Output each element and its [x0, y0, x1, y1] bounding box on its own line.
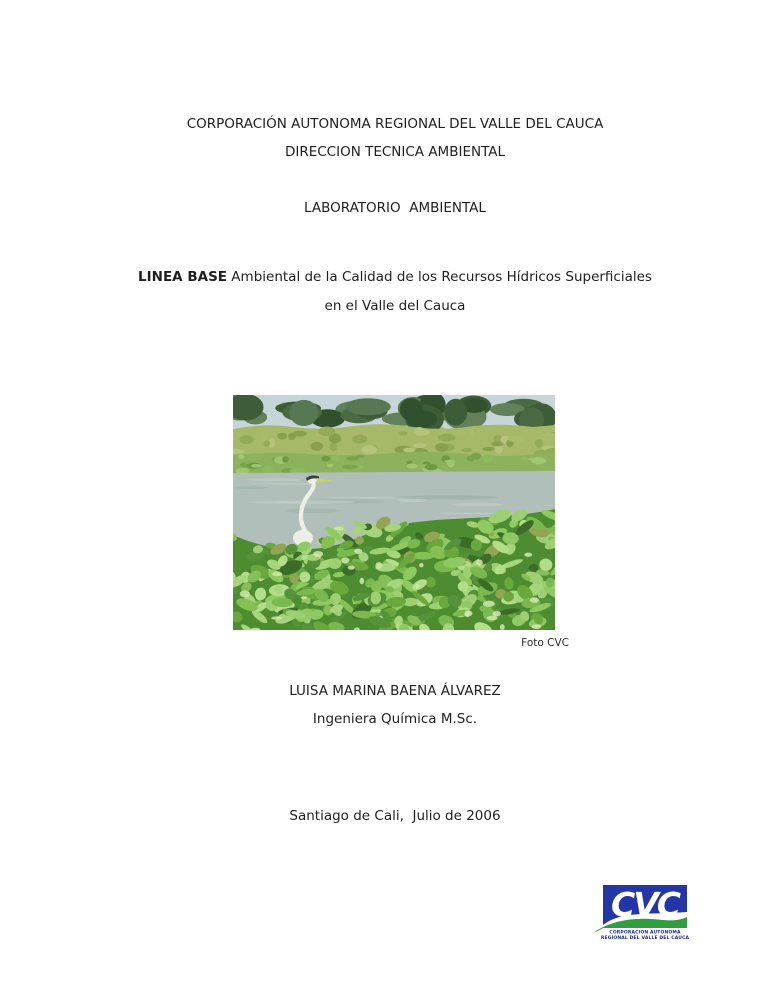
- document-title: [110, 263, 680, 321]
- title-rest: Ambiental de la Calidad de los Recursos Hídricos Superficiales: [227, 269, 652, 285]
- title-line-1: [110, 263, 680, 292]
- author-credentials: Ingeniera Química M.Sc.: [312, 711, 478, 727]
- photo-credit: Foto CVC: [521, 637, 569, 649]
- logo-acronym: CVC: [611, 885, 679, 924]
- title-bold-prefix: LINEA BASE: [138, 269, 228, 285]
- org-name: CORPORACIÓN AUTONOMA REGIONAL DEL VALLE DEL CAUCA: [186, 116, 604, 132]
- dateline: [110, 802, 680, 830]
- logo-caption-line-1: CORPORACION AUTONOMA: [609, 930, 681, 935]
- author-name: LUISA MARINA BAENA ÁLVAREZ: [289, 683, 501, 699]
- wetland-photo-svg: [233, 395, 555, 630]
- dateline-text: Santiago de Cali, Julio de 2006: [289, 808, 501, 824]
- logo-caption-line-2: REGIONAL DEL VALLE DEL CAUCA: [600, 935, 690, 941]
- title-line-2: en el Valle del Cauca: [324, 298, 466, 314]
- document-header: [110, 110, 680, 222]
- division-name: DIRECCION TECNICA AMBIENTAL: [284, 144, 506, 160]
- author-block: [110, 677, 680, 733]
- lab-name: LABORATORIO AMBIENTAL: [304, 200, 486, 216]
- cover-photo: [233, 395, 555, 630]
- logo-caption: [575, 930, 715, 941]
